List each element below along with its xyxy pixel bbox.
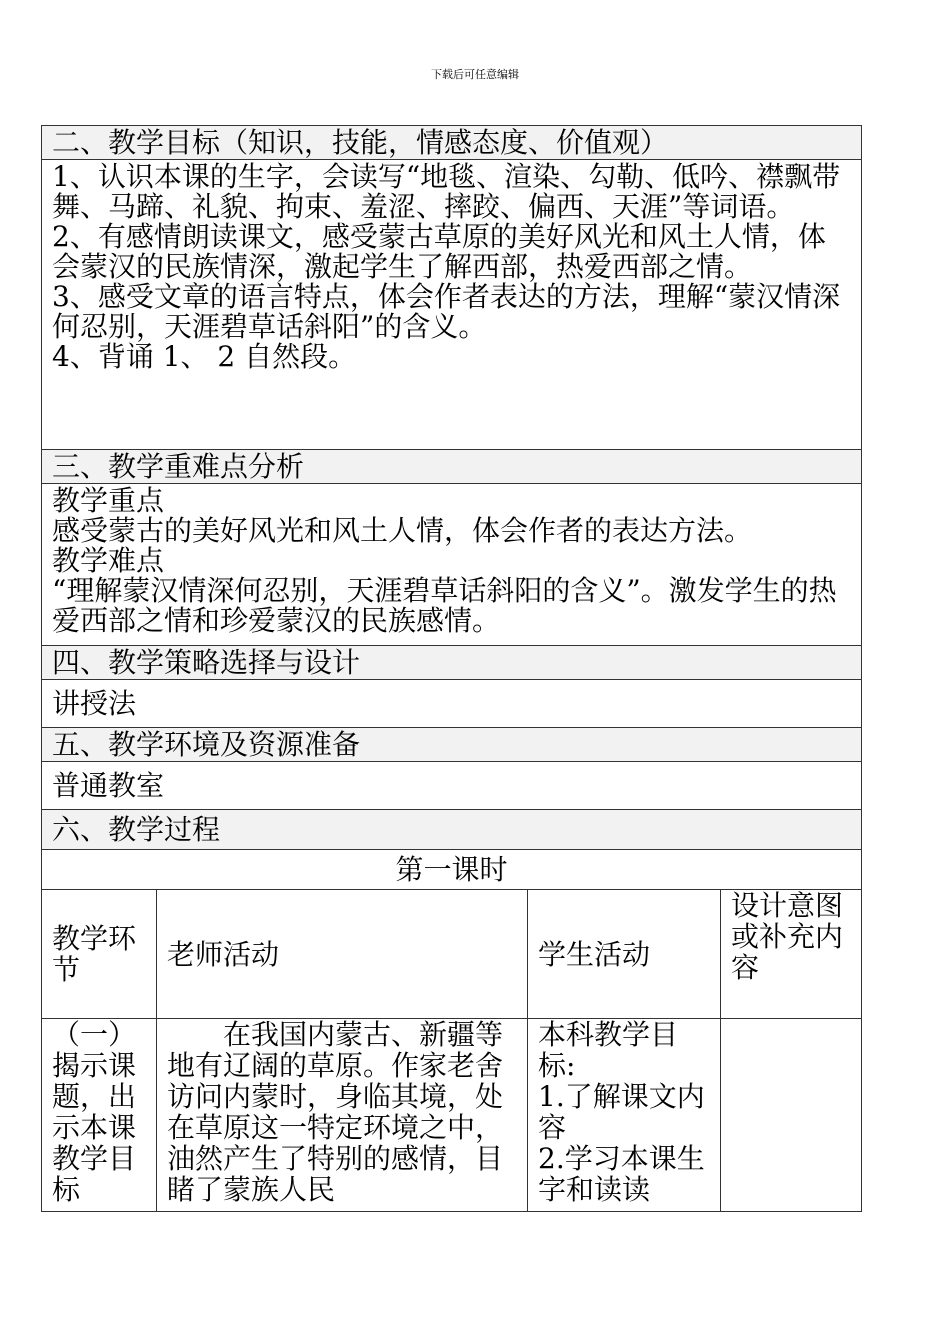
strategy: 讲授法: [52, 687, 137, 720]
environment: 普通教室: [52, 769, 165, 802]
design-header-line2: 或补充内容: [731, 920, 844, 984]
student-text-3: 2.学习本课生字和读读: [538, 1142, 705, 1206]
key-point-label: 教学重点: [52, 484, 165, 517]
teacher-header: [157, 890, 528, 1018]
stage-cell: [42, 1019, 157, 1211]
student-text-2: 1.了解课文内容: [538, 1080, 705, 1144]
student-cell: [528, 1019, 721, 1211]
design-cell: [721, 1019, 861, 1211]
environment-title-row: [42, 728, 861, 762]
goals-content: [42, 160, 861, 372]
lesson-title: 第一课时: [395, 853, 508, 886]
goal-item: 4、背诵 1、 2 自然段。: [52, 340, 357, 373]
key-row: [42, 484, 861, 646]
goals-title: 二、教学目标（知识，技能，情感态度、价值观）: [52, 126, 669, 159]
strategy-title: 四、教学策略选择与设计: [52, 646, 361, 679]
teacher-cell: [157, 1019, 528, 1211]
key-content: [42, 484, 861, 636]
goal-item: 2、有感情朗读课文，感受蒙古草原的美好风光和风土人情，体会蒙汉的民族情深，激起学生了解西部，热爱西部之情。: [52, 220, 826, 283]
goal-item: 3、感受文章的语言特点，体会作者表达的方法，理解“蒙汉情深何忍别，天涯碧草话斜阳”的含义。: [52, 280, 841, 343]
lesson-title-row: [42, 850, 861, 890]
page-header: 下载后可任意编辑: [431, 68, 519, 81]
student-header-text: 学生活动: [538, 937, 651, 971]
strategy-row: [42, 680, 861, 728]
stage-header-text: 教学环节: [52, 922, 137, 986]
key-point: 感受蒙古的美好风光和风土人情，体会作者的表达方法。: [52, 514, 753, 547]
stage-text: （一）揭示课题，出示本课教学目标: [52, 1019, 137, 1206]
design-header-line1: 设计意图: [731, 889, 844, 922]
key-title: 三、教学重难点分析: [52, 450, 305, 483]
goals-row: [42, 160, 861, 450]
design-header: [721, 890, 861, 1018]
environment-title: 五、教学环境及资源准备: [52, 728, 361, 761]
process-header-row: [42, 890, 861, 1019]
stage-header: [42, 890, 157, 1018]
lesson-plan-table: [41, 125, 862, 1212]
teacher-text: 在我国内蒙古、新疆等地有辽阔的草原。作家老舍访问内蒙时，身临其境，处在草原这一特定环境之中，油然产生了特别的感情，目睹了蒙族人民: [167, 1019, 504, 1206]
strategy-title-row: [42, 646, 861, 680]
goal-item: 1、认识本课的生字，会读写“地毯、渲染、勾勒、低吟、襟飘带舞、马蹄、礼貌、拘束、羞涩、摔跤、偏西、天涯”等词语。: [52, 160, 841, 223]
difficulty: “理解蒙汉情深何忍别，天涯碧草话斜阳的含义”。激发学生的热爱西部之情和珍爱蒙汉的民族感情。: [52, 574, 837, 637]
student-header: [528, 890, 721, 1018]
process-title: 六、教学过程: [52, 813, 221, 846]
teacher-header-text: 老师活动: [167, 937, 280, 971]
student-text-1: 本科教学目标:: [538, 1019, 679, 1082]
process-title-row: [42, 810, 861, 850]
process-row: [42, 1019, 861, 1211]
environment-row: [42, 762, 861, 810]
key-title-row: [42, 450, 861, 484]
difficulty-label: 教学难点: [52, 544, 165, 577]
goals-title-row: [42, 126, 861, 160]
